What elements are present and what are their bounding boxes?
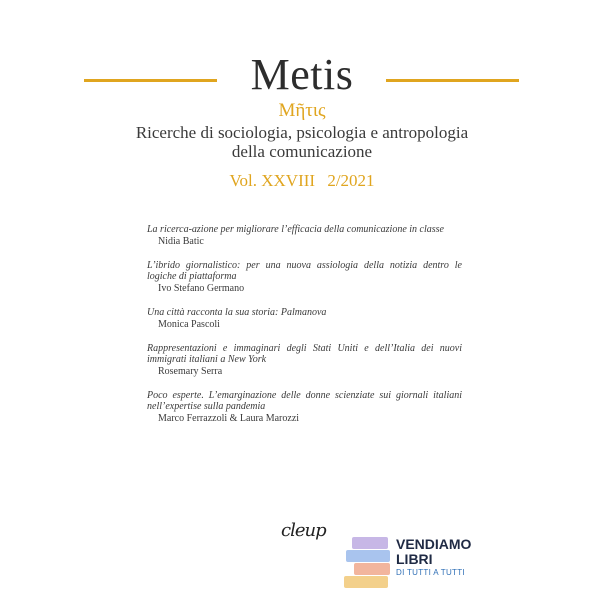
contents-entry: [147, 307, 462, 331]
article-author: Ivo Stefano Germano: [158, 283, 245, 294]
book-spine-icon: [352, 537, 388, 549]
article-title: L’ibrido giornalistico: per una nuova assiologia della notizia dentro le logiche di piattaforma: [147, 260, 462, 282]
vendiamo-libri-badge: [342, 535, 472, 595]
article-author: Marco Ferrazzoli & Laura Marozzi: [158, 413, 300, 424]
contents-entry: [147, 260, 462, 295]
badge-text: [396, 537, 471, 579]
contents-entry: [147, 390, 462, 425]
journal-masthead: [72, 50, 532, 100]
badge-line-1: VENDIAMO: [396, 536, 472, 552]
publisher-logo: cleup: [281, 520, 326, 541]
article-title: La ricerca-azione per migliorare l’efficacia della comunicazione in classe: [147, 224, 444, 235]
article-title: Poco esperte. L’emarginazione delle donne scienziate sui giornali italiani nell’expertise sulla pandemia: [147, 390, 462, 412]
table-of-contents: [147, 224, 462, 437]
issue-number: 2/2021: [327, 171, 375, 190]
article-title: Rappresentazioni e immaginari degli Stati Uniti e dell’Italia dei nuovi immigrati italiani a New York: [147, 343, 462, 365]
book-spine-icon: [344, 576, 388, 588]
article-author: Monica Pascoli: [158, 319, 220, 330]
book-stack-icon: [342, 535, 394, 595]
journal-title: Metis: [250, 50, 354, 99]
journal-subtitle: [72, 123, 532, 161]
book-spine-icon: [354, 563, 390, 575]
title-rule-right: [386, 79, 519, 82]
contents-entry: [147, 343, 462, 378]
book-spine-icon: [346, 550, 390, 562]
contents-entry: [147, 224, 462, 248]
greek-title: Μῆτις: [278, 100, 326, 121]
volume-issue: [72, 171, 532, 191]
badge-line-2: LIBRI: [396, 551, 433, 567]
subtitle-line: della comunicazione: [231, 142, 373, 161]
badge-tagline: DI TUTTI A TUTTI: [396, 568, 465, 577]
article-title: Una città racconta la sua storia: Palmanova: [147, 307, 327, 318]
volume-number: Vol. XXVIII: [229, 171, 316, 190]
subtitle-line: Ricerche di sociologia, psicologia e antropologia: [135, 123, 469, 142]
article-author: Nidia Batic: [158, 236, 204, 247]
article-author: Rosemary Serra: [158, 366, 223, 377]
